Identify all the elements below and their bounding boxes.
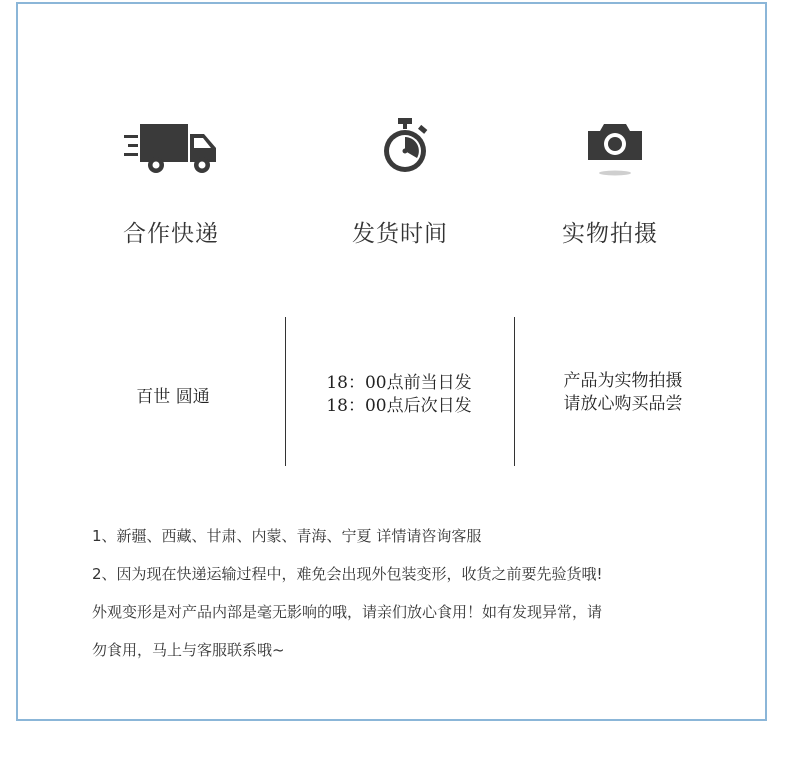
shipping-time-info — [289, 372, 509, 418]
note-line: 勿食用，马上与客服联系哦~ — [92, 641, 285, 659]
camera-icon — [586, 118, 646, 178]
courier-info: 百世 圆通 — [136, 387, 210, 407]
feature-title-courier: 合作快递 — [123, 221, 219, 247]
shipping-line: 18：00点后次日发 — [326, 396, 472, 416]
column-divider — [285, 317, 286, 466]
photo-info — [513, 370, 733, 416]
note-line: 2、因为现在快递运输过程中，难免会出现外包装变形，收货之前要先验货哦! — [92, 565, 603, 583]
photo-line: 请放心购买品尝 — [563, 394, 683, 414]
delivery-truck-icon — [124, 118, 220, 178]
note-line: 1、新疆、西藏、甘肃、内蒙、青海、宁夏 详情请咨询客服 — [92, 527, 482, 545]
feature-title-real-photo: 实物拍摄 — [562, 221, 658, 247]
shipping-line: 18：00点前当日发 — [326, 373, 472, 393]
notes-section — [92, 517, 732, 669]
photo-line: 产品为实物拍摄 — [563, 371, 683, 391]
feature-title-shipping-time: 发货时间 — [352, 221, 448, 247]
stopwatch-icon — [378, 116, 432, 176]
note-line: 外观变形是对产品内部是毫无影响的哦，请亲们放心食用！如有发现异常，请 — [92, 603, 603, 621]
